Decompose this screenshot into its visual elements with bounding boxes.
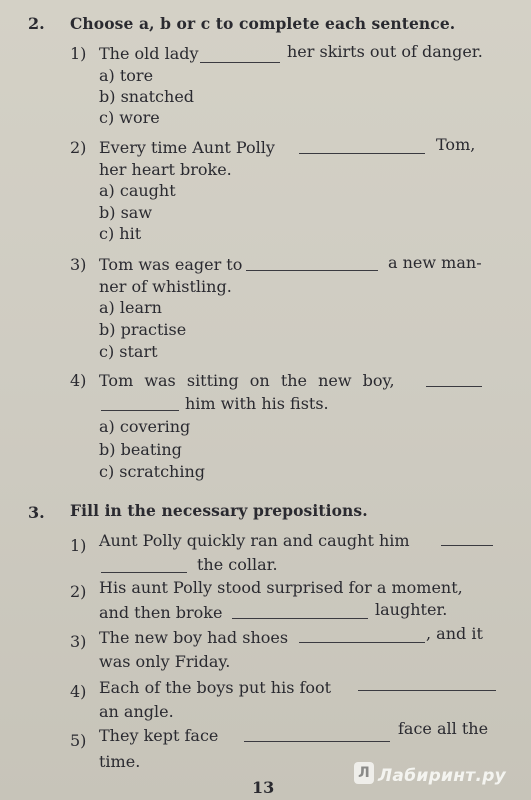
item-text: They kept face <box>99 726 219 745</box>
option-b: b) snatched <box>99 87 195 106</box>
page-number: 13 <box>252 778 275 797</box>
item-number: 3) <box>70 632 87 651</box>
option-c: c) start <box>99 342 158 361</box>
question-number: 3) <box>70 255 87 274</box>
answer-blank[interactable] <box>299 642 425 643</box>
option-b: b) beating <box>99 440 182 459</box>
question-text: her heart broke. <box>99 160 232 179</box>
question-text: The old lady <box>99 44 199 63</box>
answer-blank[interactable] <box>426 386 482 387</box>
item-number: 4) <box>70 682 87 701</box>
item-text: an angle. <box>99 702 174 721</box>
question-text: Tom was eager to <box>99 255 243 274</box>
question-number: 2) <box>70 138 87 157</box>
question-text: him with his fists. <box>185 394 329 413</box>
option-a: a) caught <box>99 181 176 200</box>
watermark-logo-icon: Л <box>354 762 374 784</box>
answer-blank[interactable] <box>441 545 493 546</box>
answer-blank[interactable] <box>358 690 496 691</box>
question-text: Tom was sitting on the new boy, <box>99 371 395 390</box>
watermark-text: Лабиринт.ру <box>378 766 507 786</box>
question-text: her skirts out of danger. <box>287 42 483 61</box>
answer-blank[interactable] <box>246 270 378 271</box>
item-text: and then broke <box>99 603 223 622</box>
section-3-number: 3. <box>28 503 45 522</box>
answer-blank[interactable] <box>244 741 390 742</box>
item-text: Each of the boys put his foot <box>99 678 332 697</box>
item-text: time. <box>99 752 141 771</box>
option-c: c) hit <box>99 224 142 243</box>
section-2-title: Choose a, b or c to complete each sentence. <box>70 14 456 33</box>
option-a: a) learn <box>99 298 162 317</box>
item-text: laughter. <box>375 600 448 619</box>
item-text: Aunt Polly quickly ran and caught him <box>99 531 410 550</box>
item-number: 5) <box>70 731 87 750</box>
question-text: Tom, <box>436 135 476 154</box>
question-number: 1) <box>70 44 87 63</box>
option-b: b) practise <box>99 320 187 339</box>
item-text: His aunt Polly stood surprised for a moment, <box>99 578 463 597</box>
answer-blank[interactable] <box>101 572 187 573</box>
section-2-number: 2. <box>28 14 45 33</box>
item-number: 2) <box>70 582 87 601</box>
item-text: the collar. <box>197 555 278 574</box>
item-text: The new boy had shoes <box>99 628 289 647</box>
answer-blank[interactable] <box>200 62 280 63</box>
item-number: 1) <box>70 536 87 555</box>
question-text: ner of whistling. <box>99 277 232 296</box>
option-c: c) wore <box>99 108 160 127</box>
answer-blank[interactable] <box>232 618 368 619</box>
question-text: a new man- <box>388 253 482 272</box>
question-text: Every time Aunt Polly <box>99 138 275 157</box>
question-number: 4) <box>70 371 87 390</box>
item-text: face all the <box>398 719 489 738</box>
item-text: , and it <box>426 624 483 643</box>
option-c: c) scratching <box>99 462 206 481</box>
answer-blank[interactable] <box>101 410 179 411</box>
section-3-title: Fill in the necessary prepositions. <box>70 501 368 520</box>
option-b: b) saw <box>99 203 153 222</box>
option-a: a) tore <box>99 66 154 85</box>
option-a: a) covering <box>99 417 191 436</box>
answer-blank[interactable] <box>299 153 425 154</box>
item-text: was only Friday. <box>99 652 231 671</box>
